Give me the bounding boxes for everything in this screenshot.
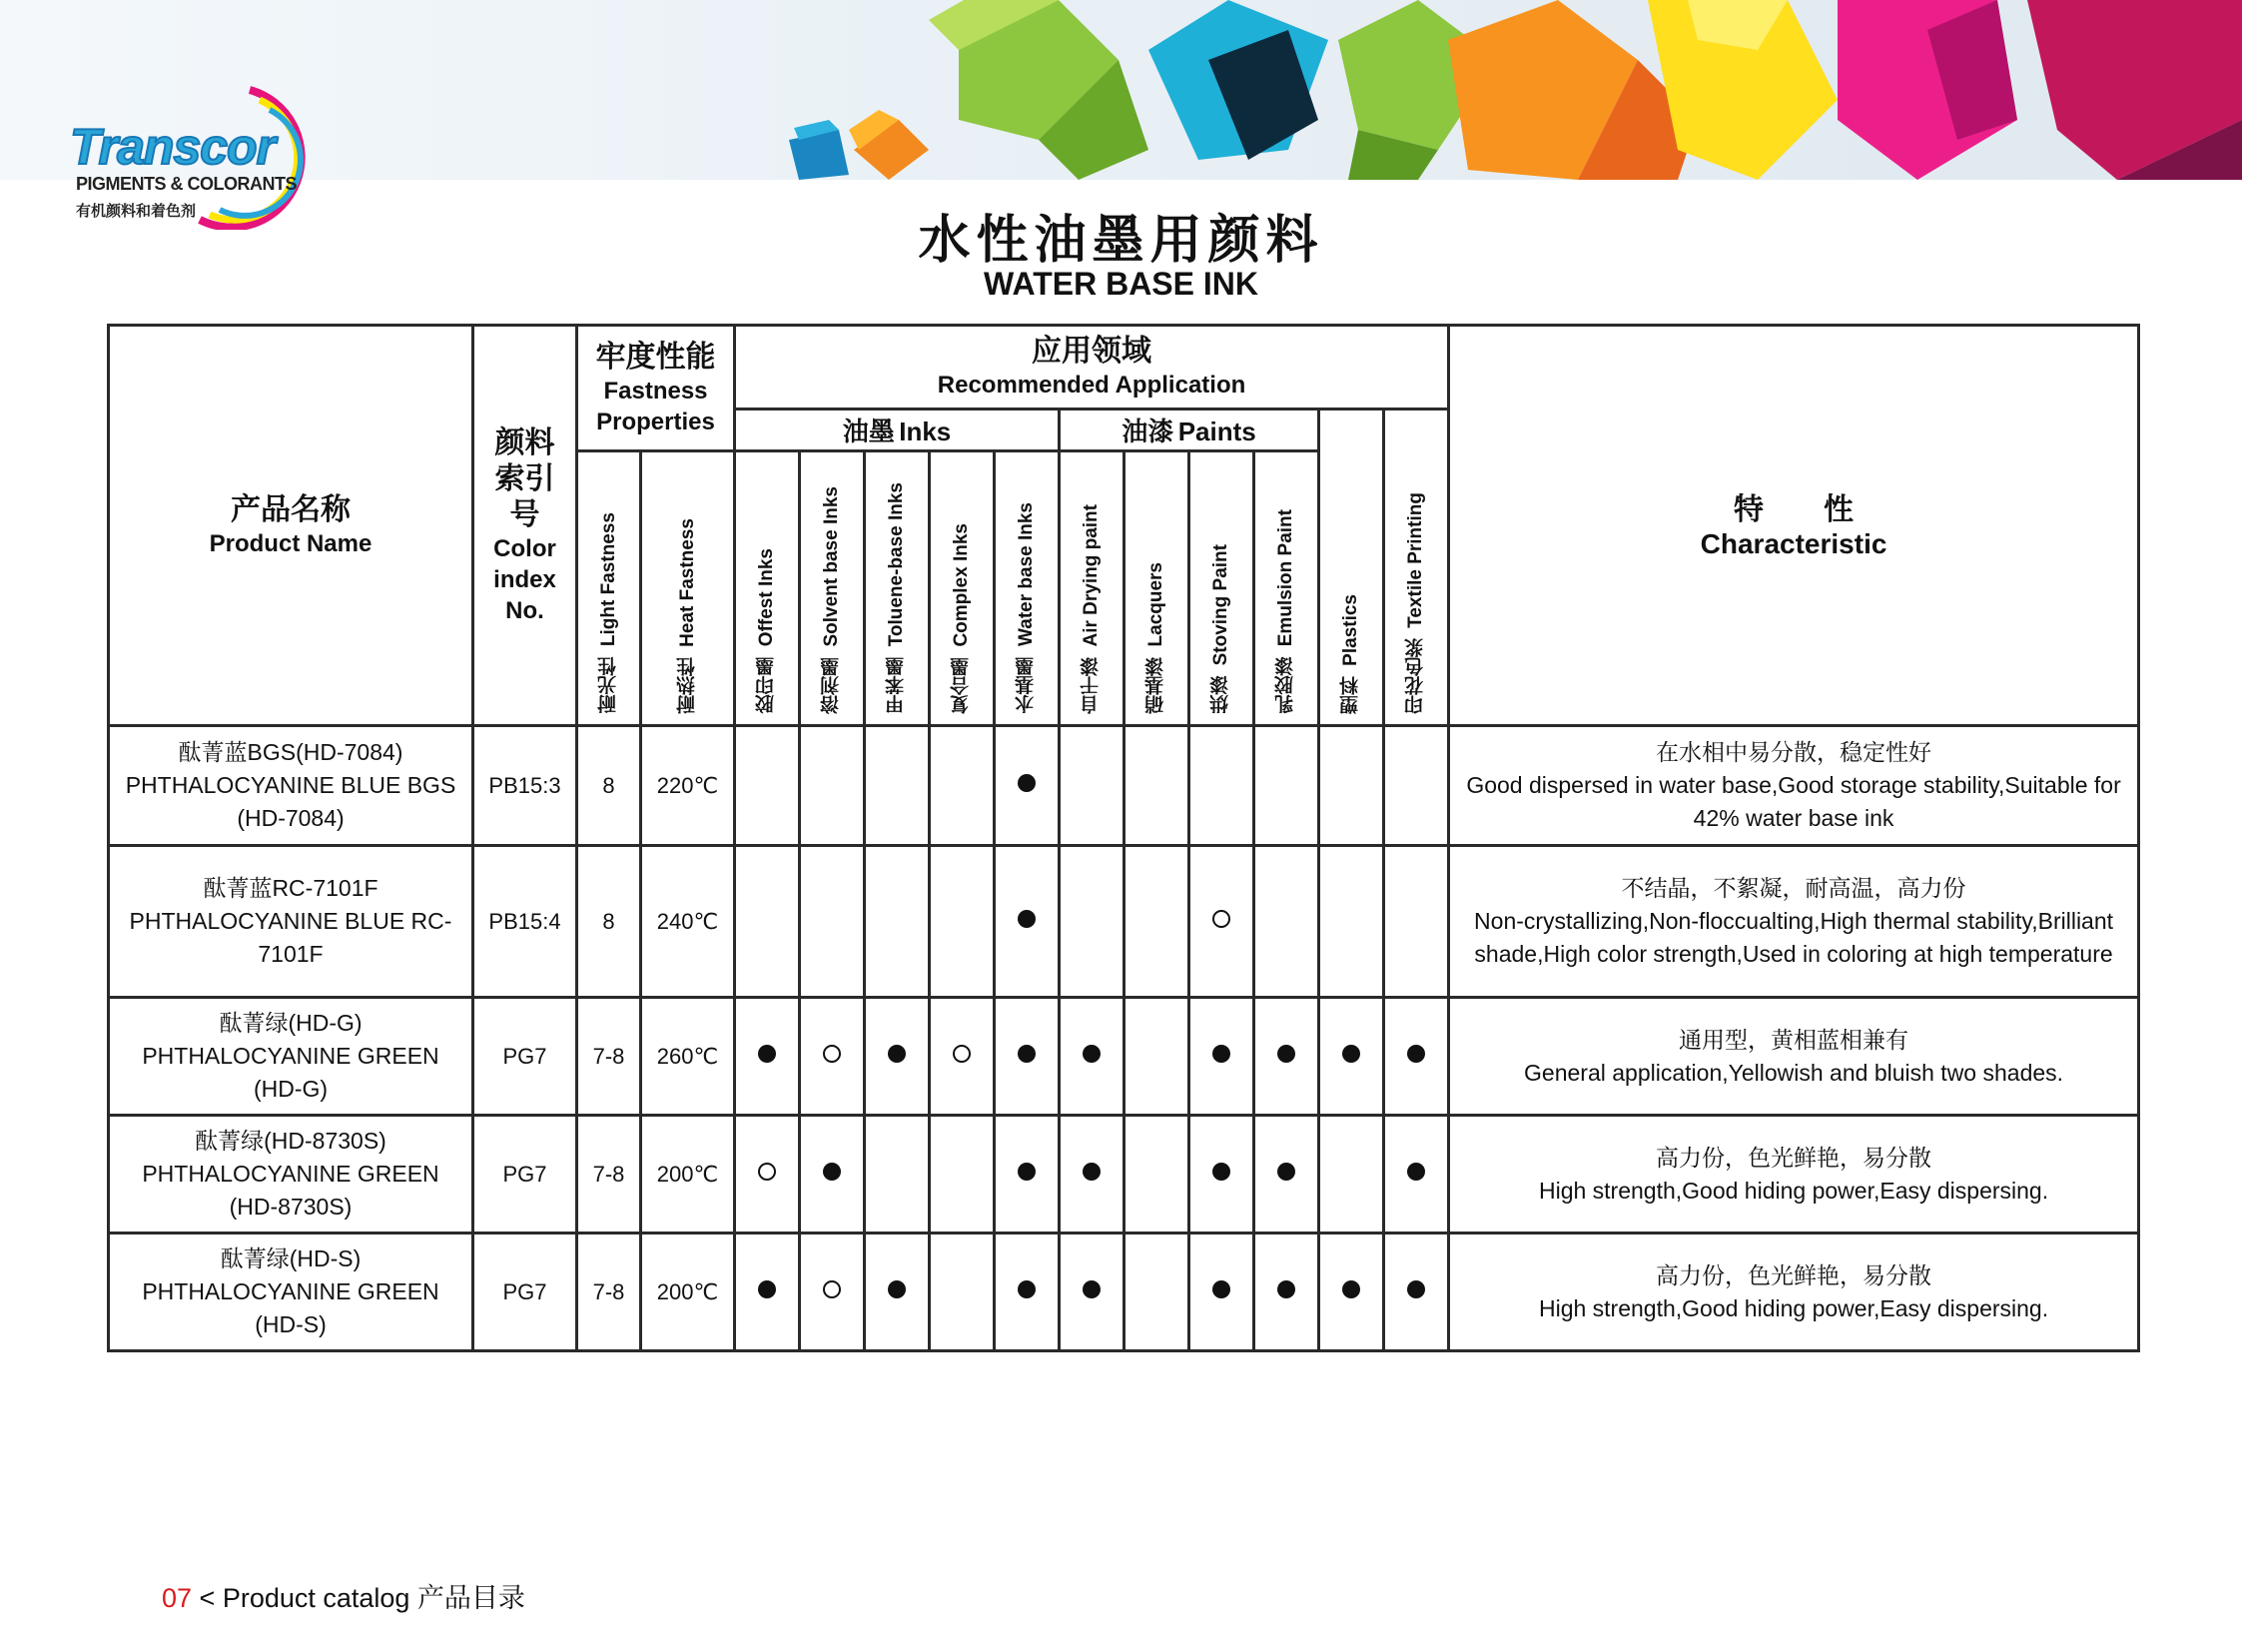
filled-dot-icon bbox=[1212, 1280, 1230, 1298]
page-title-cn: 水性油墨用颜料 bbox=[918, 212, 1324, 270]
filled-dot-icon bbox=[823, 1163, 841, 1181]
application-cell bbox=[1254, 1116, 1319, 1234]
col-lacquers: 硝基漆 Lacquers bbox=[1124, 451, 1189, 726]
col-light-fastness: 耐光性 Light Fastness bbox=[577, 451, 641, 726]
col-stoving-paint: 烘漆 Stoving Paint bbox=[1189, 451, 1254, 726]
table-row bbox=[109, 1234, 2139, 1351]
application-cell bbox=[1319, 1116, 1384, 1234]
col-textile-printing: 印花色浆 Textile Printing bbox=[1384, 410, 1449, 726]
filled-dot-icon bbox=[1277, 1163, 1295, 1181]
color-index-cell: PB15:4 bbox=[473, 846, 577, 998]
col-emulsion-paint: 乳胶漆 Emulsion Paint bbox=[1254, 451, 1319, 726]
application-cell bbox=[1254, 998, 1319, 1116]
filled-dot-icon bbox=[888, 1280, 906, 1298]
light-fastness-cell: 8 bbox=[577, 846, 641, 998]
filled-dot-icon bbox=[1018, 1045, 1036, 1063]
application-cell bbox=[1124, 726, 1189, 846]
filled-dot-icon bbox=[1407, 1045, 1425, 1063]
application-cell bbox=[1060, 726, 1124, 846]
application-cell bbox=[800, 726, 865, 846]
fastness-header: 牢度性能 Fastness Properties bbox=[577, 326, 735, 451]
filled-dot-icon bbox=[1083, 1045, 1101, 1063]
filled-dot-icon bbox=[1018, 774, 1036, 792]
col-toluene-inks: 甲苯墨 Toluene-base Inks bbox=[865, 451, 930, 726]
open-dot-icon bbox=[953, 1045, 971, 1063]
application-header: 应用领域 Recommended Application bbox=[735, 326, 1449, 410]
application-cell bbox=[1189, 998, 1254, 1116]
characteristic-cell: 通用型，黄相蓝相兼有 General application,Yellowish and bluish two shades. bbox=[1449, 998, 2139, 1116]
application-cell bbox=[735, 1116, 800, 1234]
col-offset-inks: 胶印墨 Offest Inks bbox=[735, 451, 800, 726]
col-water-inks: 水基墨 Water base Inks bbox=[995, 451, 1060, 726]
color-index-cell: PG7 bbox=[473, 1234, 577, 1351]
heat-fastness-cell: 200℃ bbox=[641, 1116, 735, 1234]
light-fastness-cell: 7-8 bbox=[577, 1234, 641, 1351]
application-cell bbox=[1319, 726, 1384, 846]
table-row bbox=[109, 1116, 2139, 1234]
application-cell bbox=[800, 1234, 865, 1351]
application-cell bbox=[865, 1116, 930, 1234]
application-cell bbox=[1060, 846, 1124, 998]
application-cell bbox=[930, 998, 995, 1116]
table-row bbox=[109, 998, 2139, 1116]
color-index-cell: PG7 bbox=[473, 998, 577, 1116]
logo-wordmark: Transcor bbox=[70, 119, 276, 175]
application-cell bbox=[1189, 726, 1254, 846]
application-cell bbox=[1189, 846, 1254, 998]
light-fastness-cell: 7-8 bbox=[577, 998, 641, 1116]
application-cell bbox=[865, 726, 930, 846]
open-dot-icon bbox=[758, 1163, 776, 1181]
col-air-drying-paint: 自干漆 Air Drying paint bbox=[1060, 451, 1124, 726]
application-cell bbox=[930, 1116, 995, 1234]
page-footer bbox=[162, 1576, 525, 1615]
application-cell bbox=[865, 846, 930, 998]
application-cell bbox=[1254, 726, 1319, 846]
application-cell bbox=[995, 1116, 1060, 1234]
application-cell bbox=[1319, 1234, 1384, 1351]
filled-dot-icon bbox=[1342, 1280, 1360, 1298]
application-cell bbox=[1384, 1116, 1449, 1234]
application-cell bbox=[1060, 1234, 1124, 1351]
color-index-cell: PG7 bbox=[473, 1116, 577, 1234]
application-cell bbox=[1384, 1234, 1449, 1351]
filled-dot-icon bbox=[1212, 1163, 1230, 1181]
color-index-header: 颜料索引号 Color index No. bbox=[473, 326, 577, 726]
heat-fastness-cell: 240℃ bbox=[641, 846, 735, 998]
product-spec-table bbox=[107, 324, 2140, 1352]
application-cell bbox=[995, 1234, 1060, 1351]
filled-dot-icon bbox=[888, 1045, 906, 1063]
application-cell bbox=[1319, 998, 1384, 1116]
open-dot-icon bbox=[823, 1280, 841, 1298]
application-cell bbox=[930, 846, 995, 998]
col-plastics: 塑料 Plastics bbox=[1319, 410, 1384, 726]
product-name-header: 产品名称 Product Name bbox=[109, 326, 473, 726]
characteristic-header: 特 性 Characteristic bbox=[1449, 326, 2139, 726]
logo-tagline: PIGMENTS & COLORANTS bbox=[76, 174, 298, 194]
product-name-cell: 酞菁蓝RC-7101F PHTHALOCYANINE BLUE RC- 7101F bbox=[109, 846, 473, 998]
product-name-cell: 酞菁绿(HD-S) PHTHALOCYANINE GREEN (HD-S) bbox=[109, 1234, 473, 1351]
paints-group-header: 油漆 Paints bbox=[1060, 410, 1319, 451]
characteristic-cell: 高力份，色光鲜艳，易分散 High strength,Good hiding power,Easy dispersing. bbox=[1449, 1234, 2139, 1351]
characteristic-cell: 在水相中易分散，稳定性好 Good dispersed in water base,Good storage stability,Suitable for 42% water base ink bbox=[1449, 726, 2139, 846]
application-cell bbox=[930, 1234, 995, 1351]
logo-tagline-cn: 有机颜料和着色剂 bbox=[76, 203, 197, 220]
filled-dot-icon bbox=[1018, 910, 1036, 928]
inks-group-header: 油墨 Inks bbox=[735, 410, 1060, 451]
application-cell bbox=[1124, 1234, 1189, 1351]
application-cell bbox=[1189, 1234, 1254, 1351]
application-cell bbox=[865, 1234, 930, 1351]
color-index-cell: PB15:3 bbox=[473, 726, 577, 846]
filled-dot-icon bbox=[1083, 1280, 1101, 1298]
application-cell bbox=[1124, 998, 1189, 1116]
page-number: 07 bbox=[162, 1583, 193, 1613]
application-cell bbox=[800, 998, 865, 1116]
application-cell bbox=[1384, 726, 1449, 846]
application-cell bbox=[735, 1234, 800, 1351]
product-name-cell: 酞菁绿(HD-G) PHTHALOCYANINE GREEN (HD-G) bbox=[109, 998, 473, 1116]
application-cell bbox=[865, 998, 930, 1116]
filled-dot-icon bbox=[1342, 1045, 1360, 1063]
application-cell bbox=[1254, 846, 1319, 998]
application-cell bbox=[1384, 846, 1449, 998]
application-cell bbox=[995, 726, 1060, 846]
application-cell bbox=[735, 998, 800, 1116]
col-complex-inks: 复合墨 Complex Inks bbox=[930, 451, 995, 726]
filled-dot-icon bbox=[758, 1045, 776, 1063]
open-dot-icon bbox=[823, 1045, 841, 1063]
filled-dot-icon bbox=[1277, 1045, 1295, 1063]
filled-dot-icon bbox=[1277, 1280, 1295, 1298]
filled-dot-icon bbox=[1083, 1163, 1101, 1181]
filled-dot-icon bbox=[1407, 1280, 1425, 1298]
application-cell bbox=[995, 846, 1060, 998]
filled-dot-icon bbox=[1018, 1280, 1036, 1298]
filled-dot-icon bbox=[1018, 1163, 1036, 1181]
table-row bbox=[109, 726, 2139, 846]
application-cell bbox=[1319, 846, 1384, 998]
characteristic-cell: 高力份，色光鲜艳，易分散 High strength,Good hiding power,Easy dispersing. bbox=[1449, 1116, 2139, 1234]
filled-dot-icon bbox=[1212, 1045, 1230, 1063]
product-name-cell: 酞菁绿(HD-8730S) PHTHALOCYANINE GREEN (HD-8730S) bbox=[109, 1116, 473, 1234]
application-cell bbox=[1060, 998, 1124, 1116]
characteristic-cell: 不结晶，不絮凝，耐高温，高力份 Non-crystallizing,Non-floccualting,High thermal stability,Brilliant shade,High color strength,Used in coloring at high temperature bbox=[1449, 846, 2139, 998]
col-heat-fastness: 耐热性 Heat Fastness bbox=[641, 451, 735, 726]
heat-fastness-cell: 220℃ bbox=[641, 726, 735, 846]
light-fastness-cell: 8 bbox=[577, 726, 641, 846]
light-fastness-cell: 7-8 bbox=[577, 1116, 641, 1234]
filled-dot-icon bbox=[758, 1280, 776, 1298]
filled-dot-icon bbox=[1407, 1163, 1425, 1181]
application-cell bbox=[735, 726, 800, 846]
heat-fastness-cell: 260℃ bbox=[641, 998, 735, 1116]
application-cell bbox=[1124, 846, 1189, 998]
page-title-en: WATER BASE INK bbox=[984, 266, 1258, 302]
application-cell bbox=[735, 846, 800, 998]
table-row bbox=[109, 846, 2139, 998]
col-solvent-inks: 溶剂墨 Solvent base Inks bbox=[800, 451, 865, 726]
application-cell bbox=[1254, 1234, 1319, 1351]
heat-fastness-cell: 200℃ bbox=[641, 1234, 735, 1351]
application-cell bbox=[930, 726, 995, 846]
application-cell bbox=[1384, 998, 1449, 1116]
application-cell bbox=[1189, 1116, 1254, 1234]
application-cell bbox=[800, 846, 865, 998]
application-cell bbox=[800, 1116, 865, 1234]
open-dot-icon bbox=[1212, 910, 1230, 928]
footer-text: < Product catalog 产品目录 bbox=[192, 1583, 525, 1613]
application-cell bbox=[1124, 1116, 1189, 1234]
application-cell bbox=[995, 998, 1060, 1116]
application-cell bbox=[1060, 1116, 1124, 1234]
product-name-cell: 酞菁蓝BGS(HD-7084) PHTHALOCYANINE BLUE BGS (HD-7084) bbox=[109, 726, 473, 846]
